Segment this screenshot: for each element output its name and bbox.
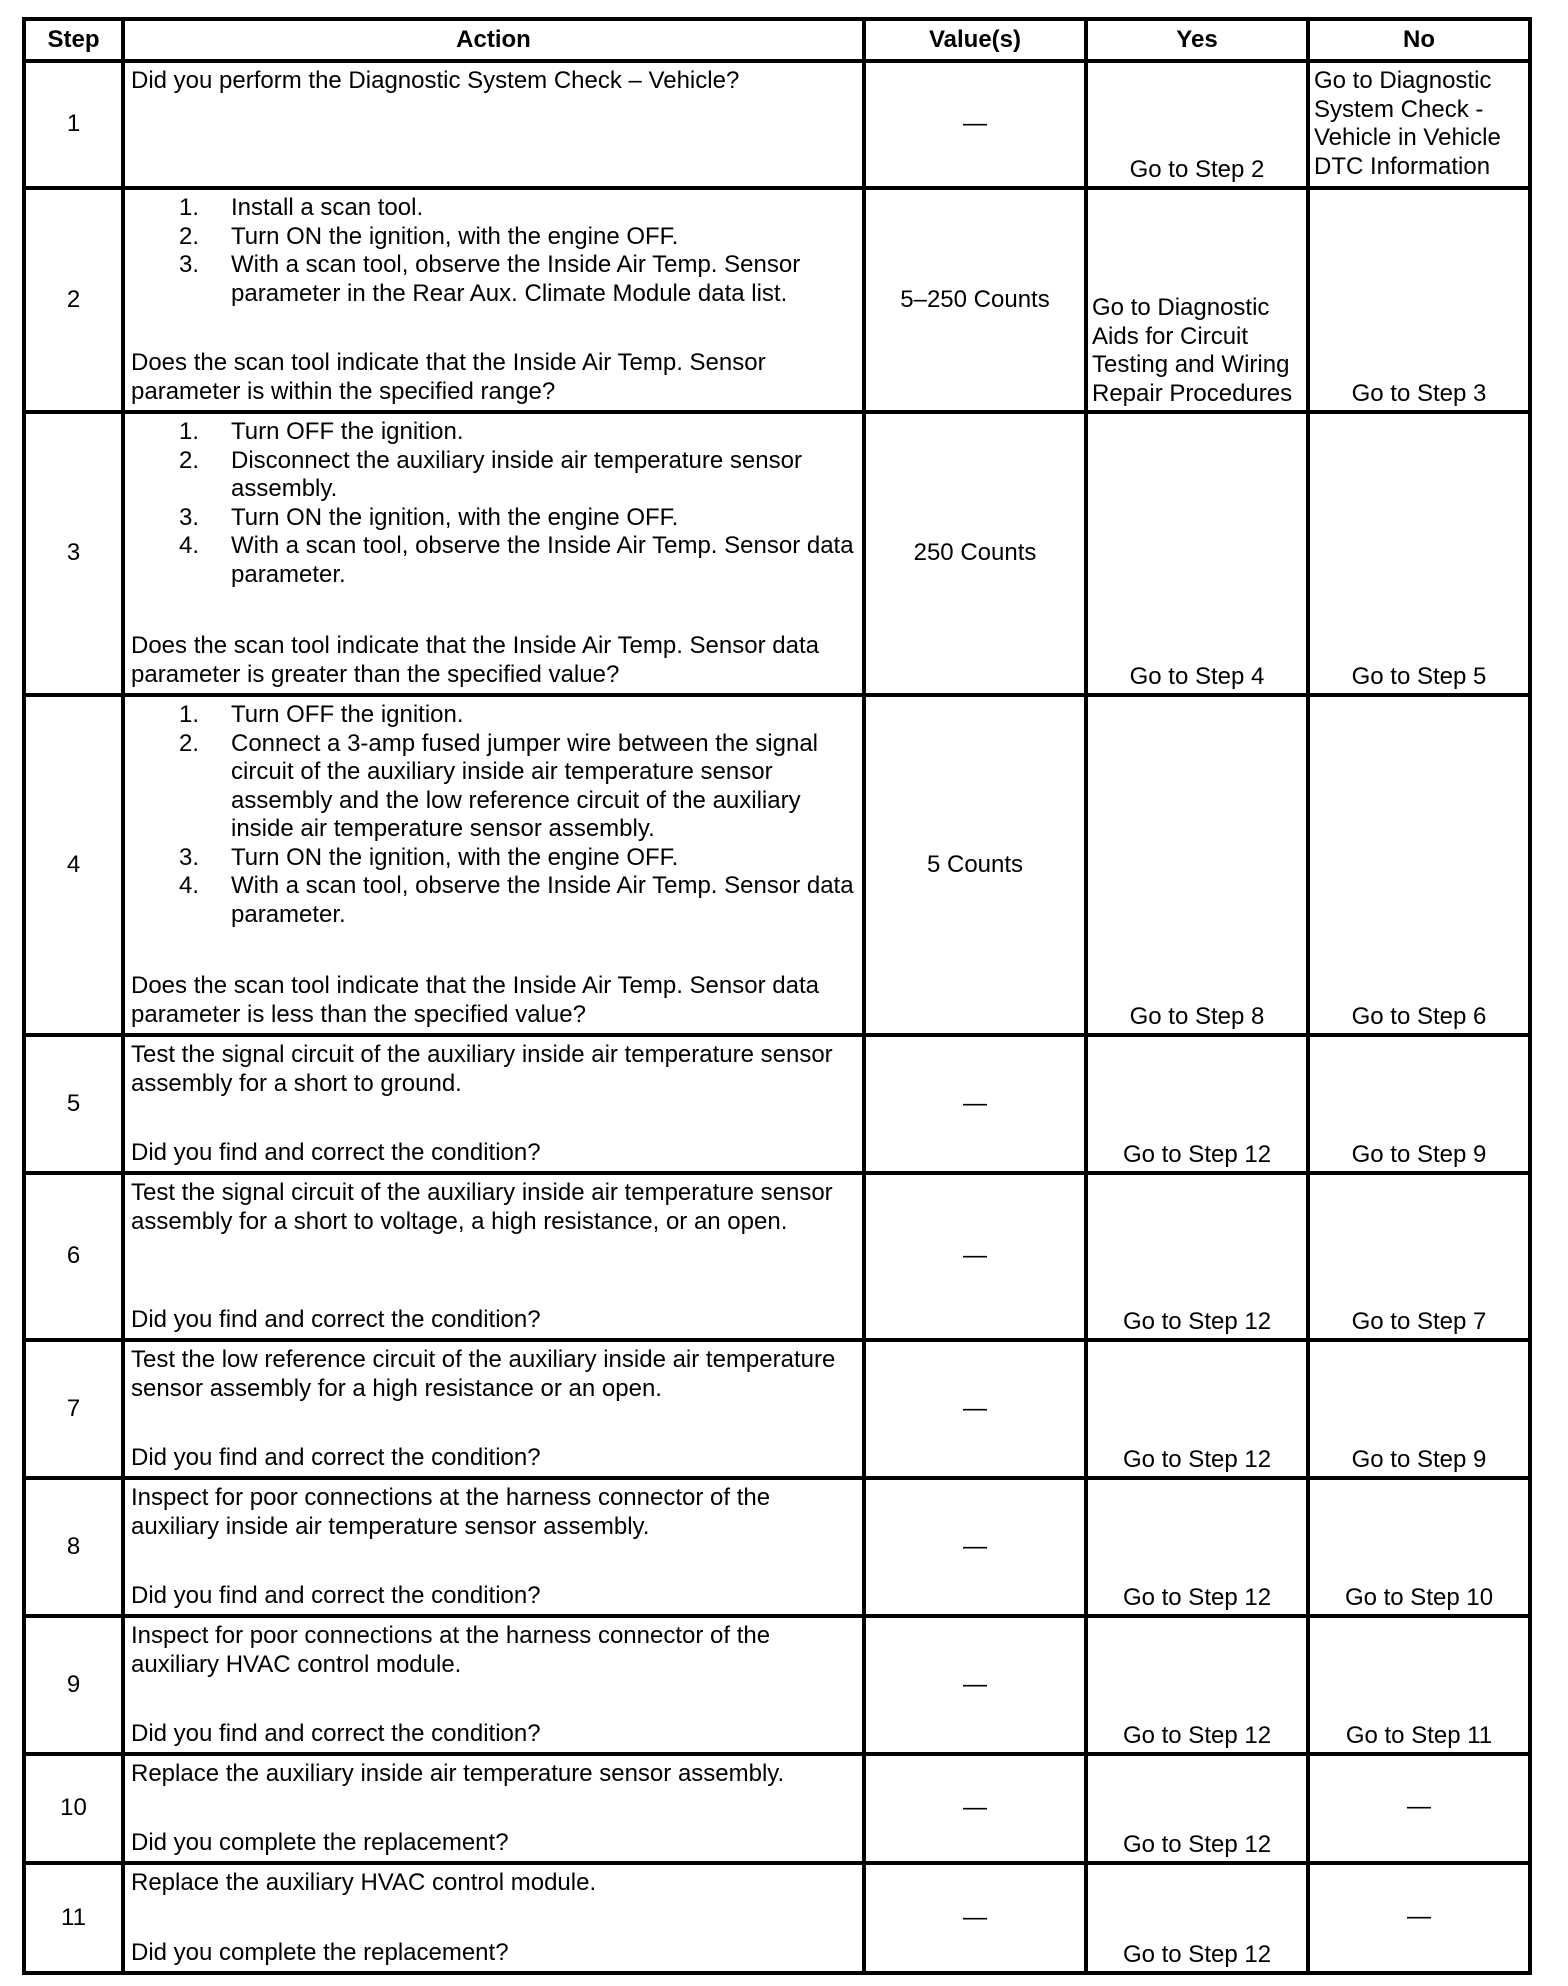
header-no: No	[1308, 19, 1530, 61]
table-row	[24, 1340, 1530, 1478]
no-cell: Go to Step 5	[1308, 412, 1530, 695]
value-cell: —	[864, 1173, 1086, 1340]
step-number: 8	[24, 1478, 123, 1616]
list-item: Turn ON the ignition, with the engine OFF.	[231, 503, 679, 531]
action-cell	[123, 1173, 864, 1340]
header-step: Step	[24, 19, 123, 61]
table-row	[24, 1754, 1530, 1863]
yes-cell: Go to Step 12	[1086, 1173, 1308, 1340]
value-cell: 5 Counts	[864, 695, 1086, 1035]
yes-cell: Go to Step 12	[1086, 1863, 1308, 1973]
list-item: Disconnect the auxiliary inside air temperature sensor assembly.	[231, 446, 802, 502]
step-number: 2	[24, 188, 123, 412]
header-action: Action	[123, 19, 864, 61]
action-question: Does the scan tool indicate that the Inside Air Temp. Sensor data parameter is greater than the specified value?	[131, 632, 819, 688]
no-cell: Go to Step 7	[1308, 1173, 1530, 1340]
action-instruction: Test the signal circuit of the auxiliary inside air temperature sensor assembly for a short to voltage, a high resistance, or an open.	[131, 1179, 833, 1235]
value-cell: —	[864, 1863, 1086, 1973]
action-instruction: Inspect for poor connections at the harness connector of the auxiliary HVAC control module.	[131, 1622, 771, 1678]
action-question: Did you find and correct the condition?	[131, 1719, 541, 1747]
table-row	[24, 1035, 1530, 1173]
action-question: Does the scan tool indicate that the Inside Air Temp. Sensor parameter is within the specified range?	[131, 349, 766, 405]
no-cell: Go to Diagnostic System Check - Vehicle in Vehicle DTC Information	[1308, 61, 1530, 188]
action-steps-list	[131, 701, 856, 929]
action-instruction: Replace the auxiliary HVAC control module.	[131, 1869, 597, 1896]
action-question: Did you complete the replacement?	[131, 1938, 509, 1966]
action-question: Did you complete the replacement?	[131, 1828, 509, 1856]
action-cell	[123, 188, 864, 412]
action-question: Did you find and correct the condition?	[131, 1443, 541, 1471]
value-cell: 250 Counts	[864, 412, 1086, 695]
table-row	[24, 1863, 1530, 1973]
action-instruction: Inspect for poor connections at the harness connector of the auxiliary inside air temperature sensor assembly.	[131, 1484, 771, 1540]
action-steps-list	[131, 194, 856, 308]
no-cell: —	[1308, 1863, 1530, 1973]
list-item: Turn OFF the ignition.	[231, 701, 464, 728]
value-cell: —	[864, 1035, 1086, 1173]
action-question: Did you perform the Diagnostic System Check – Vehicle?	[131, 67, 740, 94]
action-question: Did you find and correct the condition?	[131, 1138, 541, 1166]
list-item: With a scan tool, observe the Inside Air Temp. Sensor parameter in the Rear Aux. Climate Module data list.	[231, 251, 801, 307]
table-row	[24, 188, 1530, 412]
action-cell	[123, 1863, 864, 1973]
step-number: 10	[24, 1754, 123, 1863]
action-question: Did you find and correct the condition?	[131, 1305, 541, 1333]
table-row	[24, 1173, 1530, 1340]
no-cell: Go to Step 9	[1308, 1340, 1530, 1478]
list-item: With a scan tool, observe the Inside Air Temp. Sensor data parameter.	[231, 872, 854, 928]
action-cell	[123, 1340, 864, 1478]
action-question: Did you find and correct the condition?	[131, 1581, 541, 1609]
table-row	[24, 695, 1530, 1035]
diagnostic-table	[22, 17, 1532, 1975]
no-cell: Go to Step 11	[1308, 1616, 1530, 1754]
no-cell: —	[1308, 1754, 1530, 1863]
list-item: Turn OFF the ignition.	[231, 418, 464, 445]
action-instruction: Replace the auxiliary inside air temperature sensor assembly.	[131, 1760, 785, 1787]
step-number: 7	[24, 1340, 123, 1478]
table-row	[24, 412, 1530, 695]
no-cell: Go to Step 10	[1308, 1478, 1530, 1616]
no-cell: Go to Step 6	[1308, 695, 1530, 1035]
action-cell	[123, 695, 864, 1035]
yes-cell: Go to Step 12	[1086, 1754, 1308, 1863]
value-cell: —	[864, 1340, 1086, 1478]
header-row	[24, 19, 1530, 61]
list-item: With a scan tool, observe the Inside Air Temp. Sensor data parameter.	[231, 532, 854, 588]
table-row	[24, 61, 1530, 188]
yes-cell: Go to Step 8	[1086, 695, 1308, 1035]
table-row	[24, 1616, 1530, 1754]
list-item: Connect a 3-amp fused jumper wire between the signal circuit of the auxiliary inside air temperature sensor assembly and the low reference circuit of the auxiliary inside air temperature sensor assembly.	[231, 729, 818, 842]
yes-cell: Go to Step 12	[1086, 1478, 1308, 1616]
action-instruction: Test the signal circuit of the auxiliary inside air temperature sensor assembly for a short to ground.	[131, 1041, 833, 1097]
header-yes: Yes	[1086, 19, 1308, 61]
action-cell	[123, 412, 864, 695]
value-cell: 5–250 Counts	[864, 188, 1086, 412]
step-number: 1	[24, 61, 123, 188]
action-steps-list	[131, 418, 856, 589]
step-number: 4	[24, 695, 123, 1035]
yes-cell: Go to Step 12	[1086, 1340, 1308, 1478]
step-number: 3	[24, 412, 123, 695]
action-cell	[123, 1478, 864, 1616]
value-cell: —	[864, 1616, 1086, 1754]
step-number: 5	[24, 1035, 123, 1173]
action-cell	[123, 1616, 864, 1754]
action-cell	[123, 1035, 864, 1173]
action-instruction: Test the low reference circuit of the auxiliary inside air temperature sensor assembly for a high resistance or an open.	[131, 1346, 836, 1402]
list-item: Install a scan tool.	[231, 194, 424, 221]
value-cell: —	[864, 1478, 1086, 1616]
no-cell: Go to Step 3	[1308, 188, 1530, 412]
step-number: 11	[24, 1863, 123, 1973]
yes-cell: Go to Step 2	[1086, 61, 1308, 188]
no-cell: Go to Step 9	[1308, 1035, 1530, 1173]
value-cell: —	[864, 1754, 1086, 1863]
yes-cell: Go to Step 12	[1086, 1035, 1308, 1173]
action-cell	[123, 1754, 864, 1863]
header-values: Value(s)	[864, 19, 1086, 61]
action-question: Does the scan tool indicate that the Inside Air Temp. Sensor data parameter is less than the specified value?	[131, 972, 819, 1028]
action-cell	[123, 61, 864, 188]
list-item: Turn ON the ignition, with the engine OFF.	[231, 222, 679, 250]
value-cell: —	[864, 61, 1086, 188]
step-number: 9	[24, 1616, 123, 1754]
list-item: Turn ON the ignition, with the engine OFF.	[231, 843, 679, 871]
yes-cell: Go to Step 4	[1086, 412, 1308, 695]
yes-cell: Go to Step 12	[1086, 1616, 1308, 1754]
table-row	[24, 1478, 1530, 1616]
yes-cell: Go to Diagnostic Aids for Circuit Testing and Wiring Repair Procedures	[1086, 188, 1308, 412]
step-number: 6	[24, 1173, 123, 1340]
